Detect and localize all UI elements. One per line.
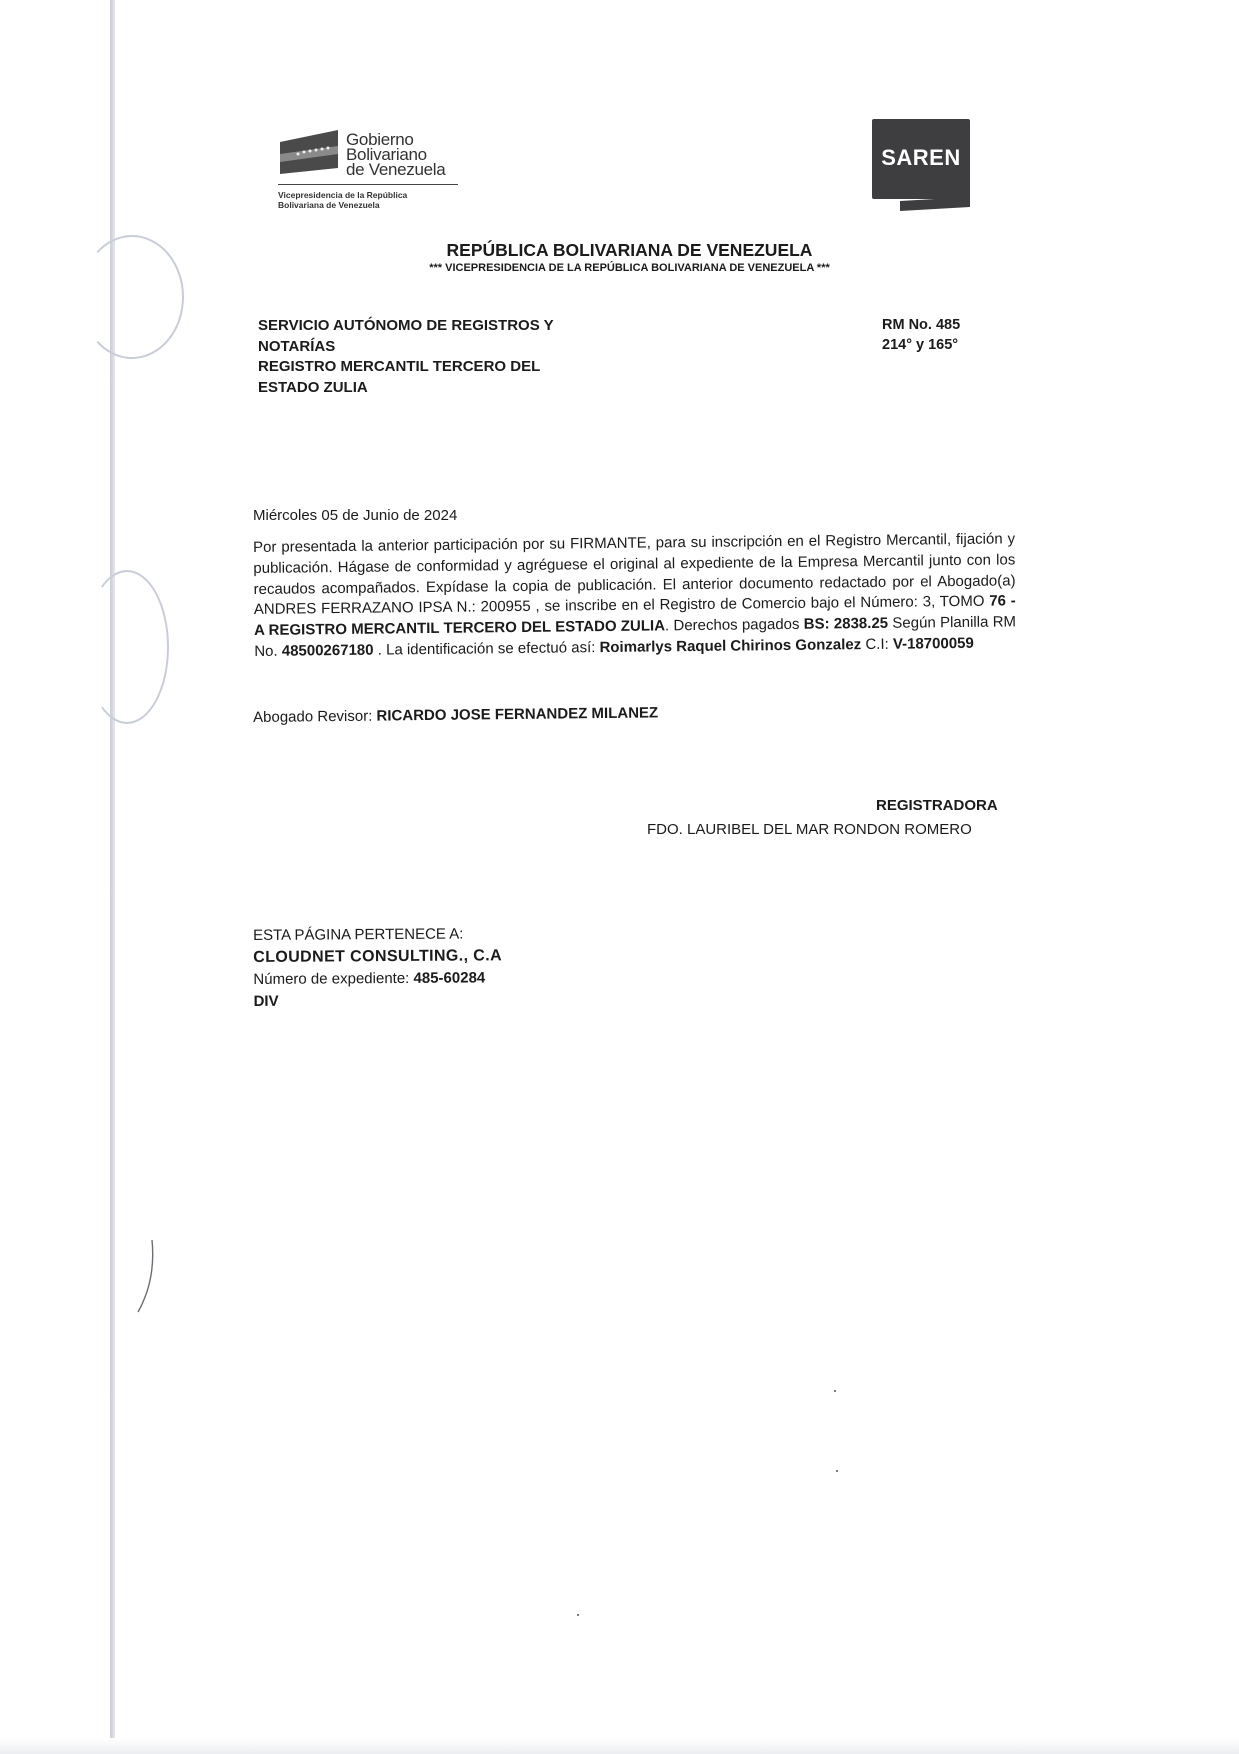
scan-speck	[836, 1470, 838, 1472]
registry-line: SERVICIO AUTÓNOMO DE REGISTROS Y	[258, 317, 554, 334]
page-owner-block	[253, 923, 502, 1013]
expediente-number: 485-60284	[413, 969, 486, 987]
gov-logo-divider	[278, 184, 458, 185]
signer-title: REGISTRADORA	[876, 797, 998, 814]
registry-line: REGISTRO MERCANTIL TERCERO DEL	[258, 358, 541, 375]
scan-speck	[834, 1390, 836, 1392]
gov-logo-subtitle: Vicepresidencia de la República Bolivariana de Venezuela	[278, 190, 408, 210]
document-date: Miércoles 05 de Junio de 2024	[253, 507, 458, 524]
company-name: CLOUDNET CONSULTING., C.A	[253, 947, 503, 966]
faint-stamp-mark	[130, 1220, 160, 1320]
registry-line: ESTADO ZULIA	[258, 378, 368, 396]
gobierno-bolivariano-logo	[278, 120, 468, 210]
expediente-line: Número de expediente: 485-60284	[253, 969, 486, 988]
registry-office	[258, 316, 618, 398]
document-title: REPÚBLICA BOLIVARIANA DE VENEZUELA	[446, 240, 813, 260]
inscription-paragraph: Por presentada la anterior participación por su FIRMANTE, para su inscripción en el Registro Mercantil, fijación y publicación. Hágase de conformidad y agréguese el original al expediente de la Empresa Mercantil junto con los recaudos acompañados. Expídase la copia de publicación. El anterior documento redactado por el Abogado(a) ANDRES FERRAZANO IPSA N.: 200955 , se inscribe en el Registro de Comercio bajo el Número: 3, TOMO 76 - A REGISTRO MERCANTIL TERCERO DEL ESTADO ZULIA. Derechos pagados BS: 2838.25 Según Planilla RM No. 48500267180 . La identificación se efectuó así: Roimarlys Raquel Chirinos Gonzalez C.I: V-18700059	[253, 530, 1017, 660]
rm-number-block	[882, 315, 960, 355]
rm-number: RM No. 485	[882, 317, 961, 333]
gov-logo-name: Gobierno Bolivariano de Venezuela	[346, 130, 446, 179]
reviewer-line: Abogado Revisor: RICARDO JOSE FERNANDEZ MILANEZ	[253, 704, 659, 726]
venezuela-flag-icon	[278, 128, 342, 176]
owner-label: ESTA PÁGINA PERTENECE A:	[253, 925, 464, 944]
registry-line: NOTARÍAS	[258, 337, 336, 355]
signer-name: FDO. LAURIBEL DEL MAR RONDON ROMERO	[647, 821, 972, 838]
cedula-number: V-18700059	[892, 634, 974, 653]
reviewer-name: RICARDO JOSE FERNANDEZ MILANEZ	[376, 704, 659, 725]
identified-person: Roimarlys Raquel Chirinos Gonzalez	[599, 636, 862, 657]
fees-paid: BS: 2838.25	[803, 614, 889, 633]
saren-logo-text: SAREN	[881, 145, 961, 170]
saren-logo	[872, 119, 970, 215]
saren-base-icon	[900, 197, 970, 213]
rm-years: 214° y 165°	[882, 337, 959, 353]
division-code: DIV	[253, 992, 279, 1010]
planilla-number: 48500267180	[281, 641, 374, 660]
faint-seal-stamp	[85, 570, 169, 724]
document-subtitle: *** VICEPRESIDENCIA DE LA REPÚBLICA BOLIVARIANA DE VENEZUELA ***	[429, 262, 830, 274]
tomo-registry: 76 - A REGISTRO MERCANTIL TERCERO DEL ESTADO ZULIA	[253, 592, 1016, 640]
scan-speck	[577, 1614, 579, 1616]
scan-bottom-shade	[0, 1738, 1239, 1754]
